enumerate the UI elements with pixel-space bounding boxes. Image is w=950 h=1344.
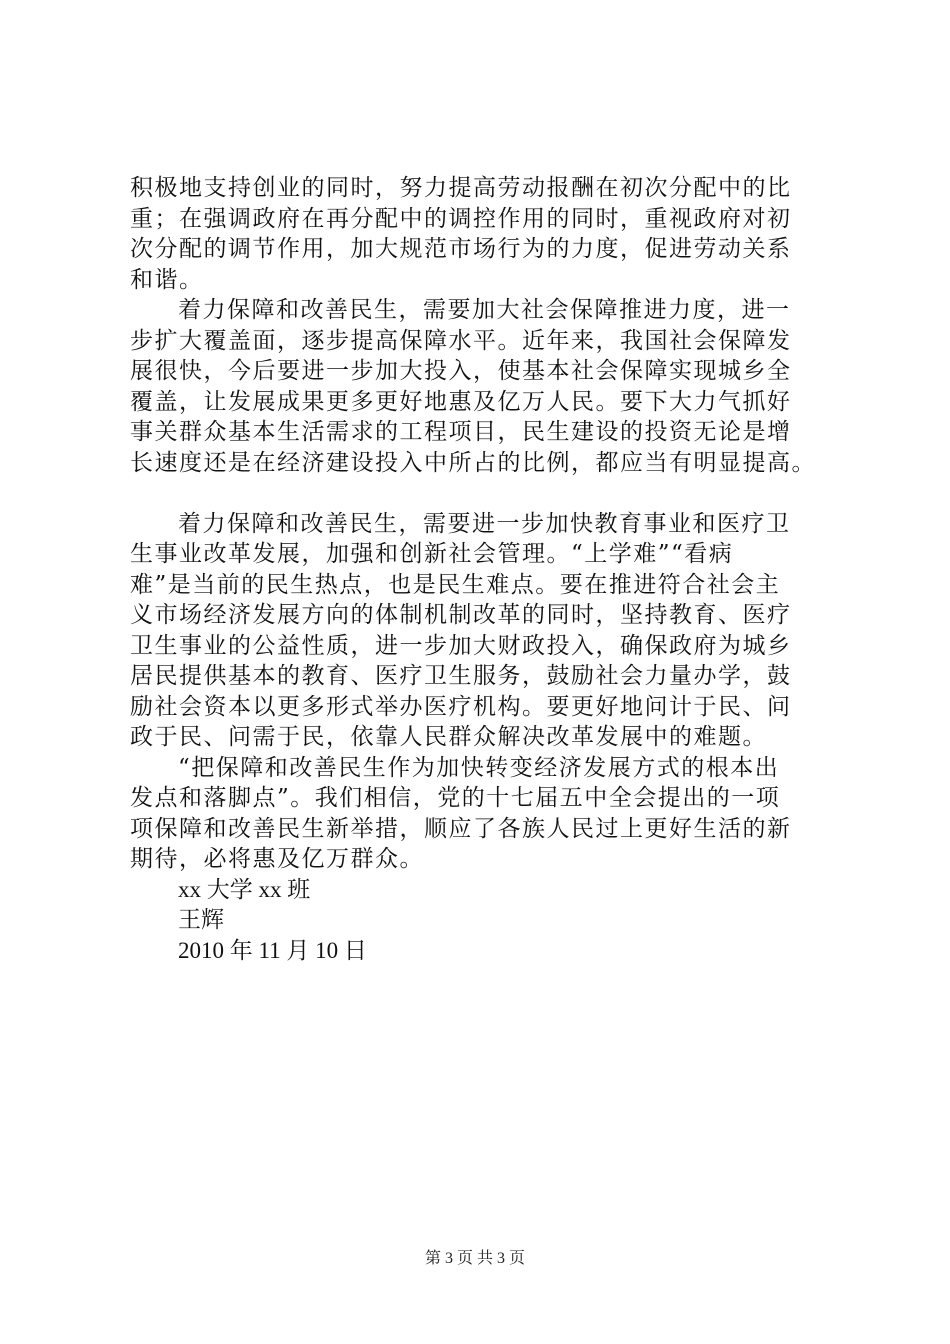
paragraph-1-line-2: 重；在强调政府在再分配中的调控作用的同时，重视政府对初 — [130, 205, 792, 232]
paragraph-4-line-4: 期待，必将惠及亿万群众。 — [130, 846, 424, 872]
paragraph-3-line-6: 居民提供基本的教育、医疗卫生服务，鼓励社会力量办学，鼓 — [130, 663, 792, 689]
paragraph-3-line-8: 政于民、问需于民，依靠人民群众解决改革发展中的难题。 — [130, 724, 767, 750]
paragraph-2-line-4: 覆盖，让发展成果更多更好地惠及亿万人民。要下大力气抓好 — [130, 388, 792, 415]
paragraph-3-line-5: 卫生事业的公益性质，进一步加大财政投入，确保政府为城乡 — [130, 632, 792, 659]
paragraph-4-line-2: 发点和落脚点”。我们相信，党的十七届五中全会提出的一项 — [130, 785, 781, 811]
signature-name: 王辉 — [178, 907, 224, 932]
paragraph-1-line-3: 次分配的调节作用，加大规范市场行为的力度，促进劳动关系 — [130, 236, 792, 262]
signature-school: xx 大学 xx 班 — [178, 876, 311, 902]
page-footer: 第 3 页 共 3 页 — [424, 1250, 525, 1267]
paragraph-3-line-3: 难”是当前的民生热点，也是民生难点。要在推进符合社会主 — [130, 571, 781, 598]
paragraph-2-line-3: 展很快，今后要进一步加大投入，使基本社会保障实现城乡全 — [130, 358, 792, 384]
paragraph-2-line-1: 着力保障和改善民生，需要加大社会保障推进力度，进一 — [178, 297, 791, 323]
paragraph-3-line-4: 义市场经济发展方向的体制机制改革的同时，坚持教育、医疗 — [130, 602, 792, 628]
document-body — [130, 173, 850, 966]
paragraph-2-line-5: 事关群众基本生活需求的工程项目，民生建设的投资无论是增 — [130, 419, 792, 445]
paragraph-2-line-2: 步扩大覆盖面，逐步提高保障水平。近年来，我国社会保障发 — [130, 327, 792, 354]
paragraph-4-line-3: 项保障和改善民生新举措，顺应了各族人民过上更好生活的新 — [130, 815, 792, 842]
paragraph-3-line-1: 着力保障和改善民生，需要进一步加快教育事业和医疗卫 — [178, 510, 791, 537]
signature-date: 2010 年 11 月 10 日 — [178, 937, 367, 963]
paragraph-4-line-1: “把保障和改善民生作为加快转变经济发展方式的根本出 — [178, 754, 780, 781]
paragraph-1-line-4: 和谐。 — [130, 266, 204, 293]
paragraph-gap — [130, 478, 850, 509]
paragraph-3-line-2: 生事业改革发展，加强和创新社会管理。“上学难”“看病 — [130, 541, 734, 567]
paragraph-2-line-6: 长速度还是在经济建设投入中所占的比例，都应当有明显提高。 — [130, 449, 816, 476]
paragraph-1-line-1: 积极地支持创业的同时，努力提高劳动报酬在初次分配中的比 — [130, 175, 792, 201]
paragraph-3-line-7: 励社会资本以更多形式举办医疗机构。要更好地问计于民、问 — [130, 693, 792, 720]
